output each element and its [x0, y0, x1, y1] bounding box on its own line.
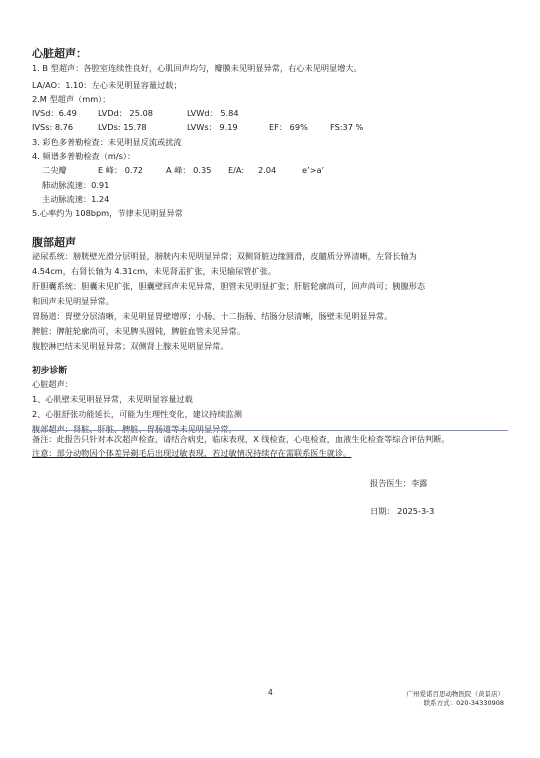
footer-info	[407, 690, 505, 708]
report-date: 日期： 2025-3-3	[370, 506, 435, 516]
diagnosis-item-1: 1、心肌壁未见明显异常，未见明显容量过载	[32, 394, 193, 404]
abdomen-line-2: 4.54cm，右肾长轴为 4.31cm，未见肾盂扩张，未见输尿管扩张。	[32, 266, 277, 276]
abdomen-line-6: 脾脏：脾脏轮廓尚可，未见脾头圆钝，脾脏血管未见异常。	[32, 326, 245, 336]
hospital-name: 广州爱诺百思动物医院（黄景店）	[406, 690, 504, 698]
la-ao-line: LA/AO：1.10：左心未见明显容量过载；	[32, 80, 182, 90]
abdomen-line-5: 胃肠道：胃壁分层清晰，未见明显胃壁增厚；小肠、十二指肠、结肠分层清晰，肠壁未见明显异常。	[32, 311, 393, 321]
lvds-value: LVDs: 15.78	[98, 122, 147, 132]
mitral-a-peak: A 峰： 0.35	[166, 165, 212, 175]
aortic-velocity: 主动脉流速：1.24	[42, 194, 110, 204]
remark-note: 备注：此报告只针对本次超声检查，请结合病史，临床表现，X 线检查，心电检查，血液生化检查等综合评估判断。	[32, 434, 450, 444]
lvdd-value: LVDd： 25.08	[98, 108, 153, 118]
abdomen-section-title: 腹部超声	[32, 236, 76, 249]
divider-line	[32, 430, 508, 431]
lvws-value: LVWs： 9.19	[187, 122, 238, 132]
diagnosis-subtitle: 心脏超声：	[32, 379, 73, 389]
diagnosis-title: 初步诊断	[32, 366, 68, 376]
pulmonary-velocity: 肺动脉流速：0.91	[42, 180, 110, 190]
mitral-ea-label: E/A:	[228, 165, 245, 175]
fs-value: FS:37 %	[330, 122, 364, 132]
mitral-e-a-prime: e’>a’	[302, 165, 325, 175]
abdomen-line-7: 腹腔淋巴结未见明显异常；双侧肾上腺未见明显异常。	[32, 341, 229, 351]
ef-value: EF： 69%	[269, 122, 308, 132]
contact-number: 联系方式：020-34330908	[423, 699, 504, 707]
abdomen-line-4: 和回声未见明显异常。	[32, 296, 114, 306]
lvwd-value: LVWd： 5.84	[187, 108, 239, 118]
color-doppler-line: 3. 彩色多普勒检查：未见明显反流或扰流	[32, 137, 182, 147]
m-mode-line: 2.M 型超声（mm）：	[32, 94, 111, 104]
abdomen-line-3: 肝胆囊系统：胆囊未见扩张，胆囊壁回声未见异常，胆管未见明显扩张；肝脏轮廓尚可，回声尚可；胰腺形态	[32, 281, 426, 291]
abdomen-line-1: 泌尿系统：膀胱壁光滑分层明显，膀胱内未见明显异常；双侧肾脏边缘圆滑，皮髓质分界清晰，左肾长轴为	[32, 251, 417, 261]
diagnosis-item-3: 腹部超声：肾脏、肝脏、脾脏、胃肠道等未见明显异常。	[32, 424, 237, 434]
ivsd-value: IVSd：6.49	[32, 108, 77, 118]
mitral-e-peak: E 峰： 0.72	[98, 165, 143, 175]
heart-rate-line: 5.心率约为 108bpm，节律未见明显异常	[32, 208, 183, 218]
page-number: 4	[268, 688, 273, 697]
b-mode-line: 1. B 型超声：各腔室连续性良好，心肌回声均匀，瓣膜未见明显异常，右心未见明显增大。	[32, 63, 362, 73]
heart-section-title: 心脏超声：	[32, 47, 87, 60]
spectral-doppler-line: 4. 频谱多普勒检查（m/s）：	[32, 151, 136, 161]
mitral-ea-value: 2.04	[258, 165, 277, 175]
report-doctor: 报告医生：李露	[370, 478, 428, 488]
caution-note: 注意：部分动物因个体差异剃毛后出现过敏表现，若过敏情况持续存在需联系医生就诊。	[32, 448, 352, 458]
diagnosis-item-2: 2、心脏舒张功能延长，可能为生理性变化，建议持续监测	[32, 409, 242, 419]
ivss-value: IVSs: 8.76	[32, 122, 74, 132]
mitral-label: 二尖瓣	[42, 165, 67, 175]
